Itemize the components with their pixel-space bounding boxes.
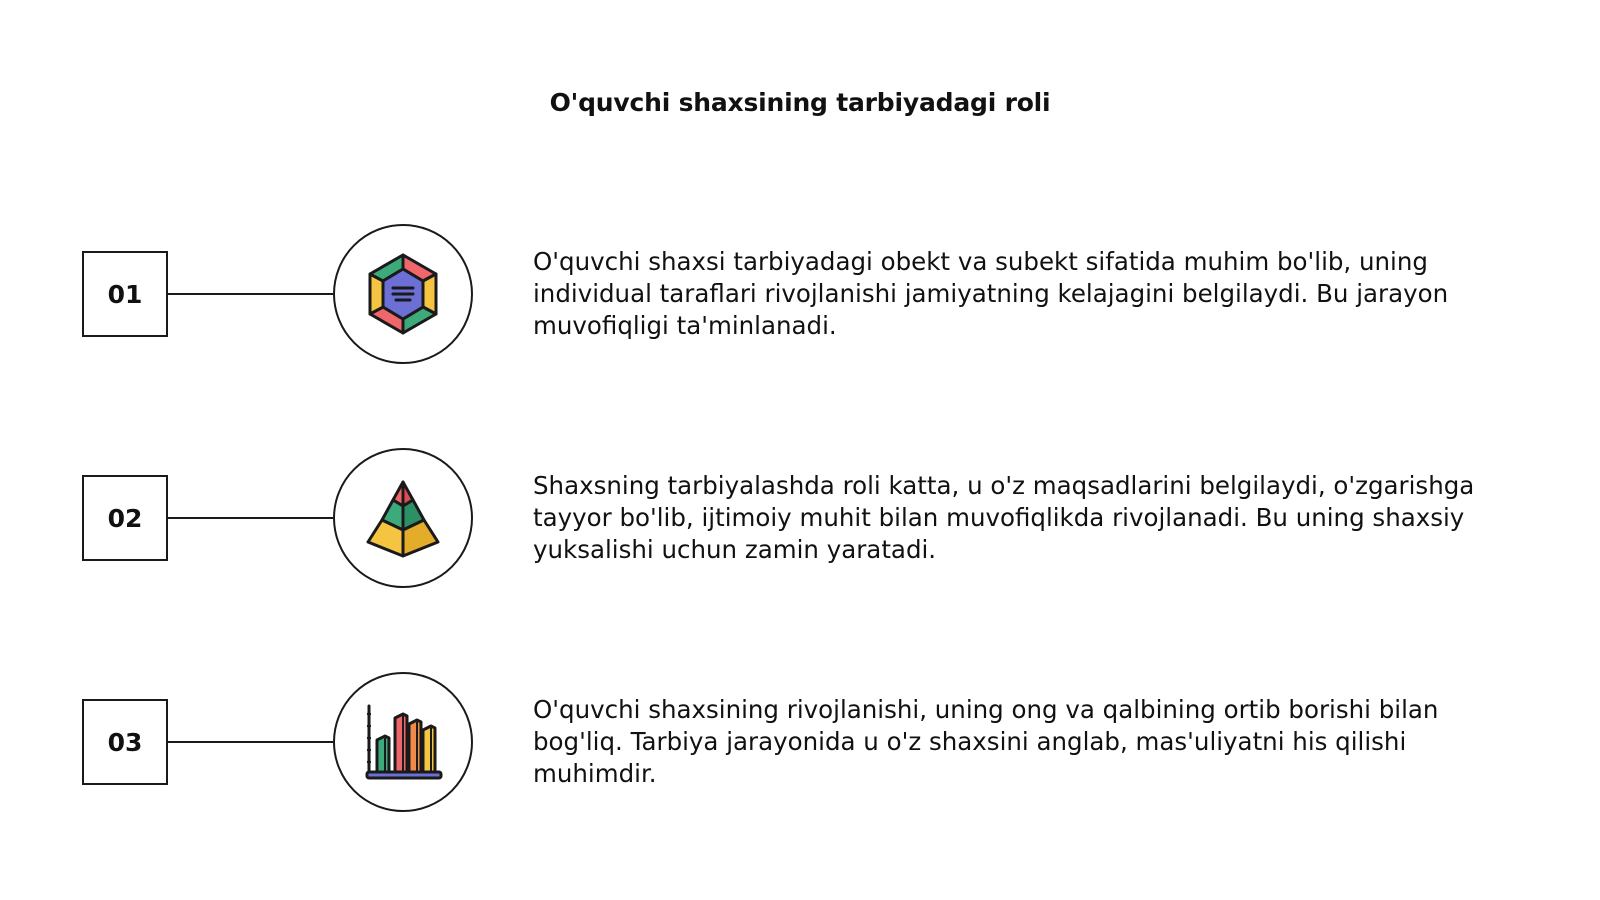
step-number-box: 02: [82, 475, 168, 561]
list-item: [0, 224, 1600, 364]
item-description: O'quvchi shaxsining rivojlanishi, uning ong va qalbining ortib borishi bilan bog'liq. Tarbiya jarayonida u o'z shaxsini anglab, mas'uliyatni his qilishi muhimdir.: [533, 695, 1439, 788]
icon-circle: [333, 672, 473, 812]
connector-line: [168, 517, 334, 519]
pyramid-icon: [363, 478, 443, 558]
list-item: [0, 448, 1600, 588]
connector-line: [168, 293, 334, 295]
item-description: Shaxsning tarbiyalashda roli katta, u o'z maqsadlarini belgilaydi, o'zgarishga tayyor bo'lib, ijtimoiy muhit bilan muvofiqlikda rivojlanadi. Bu uning shaxsiy yuksalishi uchun zamin yaratadi.: [533, 471, 1475, 564]
list-item: [0, 672, 1600, 812]
icon-circle: [333, 448, 473, 588]
icon-circle: [333, 224, 473, 364]
connector-line: [168, 741, 334, 743]
page-title: O'quvchi shaxsining tarbiyadagi roli: [549, 88, 1051, 117]
item-description: O'quvchi shaxsi tarbiyadagi obekt va subekt sifatida muhim bo'lib, uning individual taraflari rivojlanishi jamiyatning kelajagini belgilaydi. Bu jarayon muvofiqligi ta'minlanadi.: [533, 247, 1449, 340]
hexagon-document-icon: [365, 252, 441, 336]
step-number-box: 03: [82, 699, 168, 785]
bar-chart-icon: [361, 700, 445, 784]
step-number-box: 01: [82, 251, 168, 337]
